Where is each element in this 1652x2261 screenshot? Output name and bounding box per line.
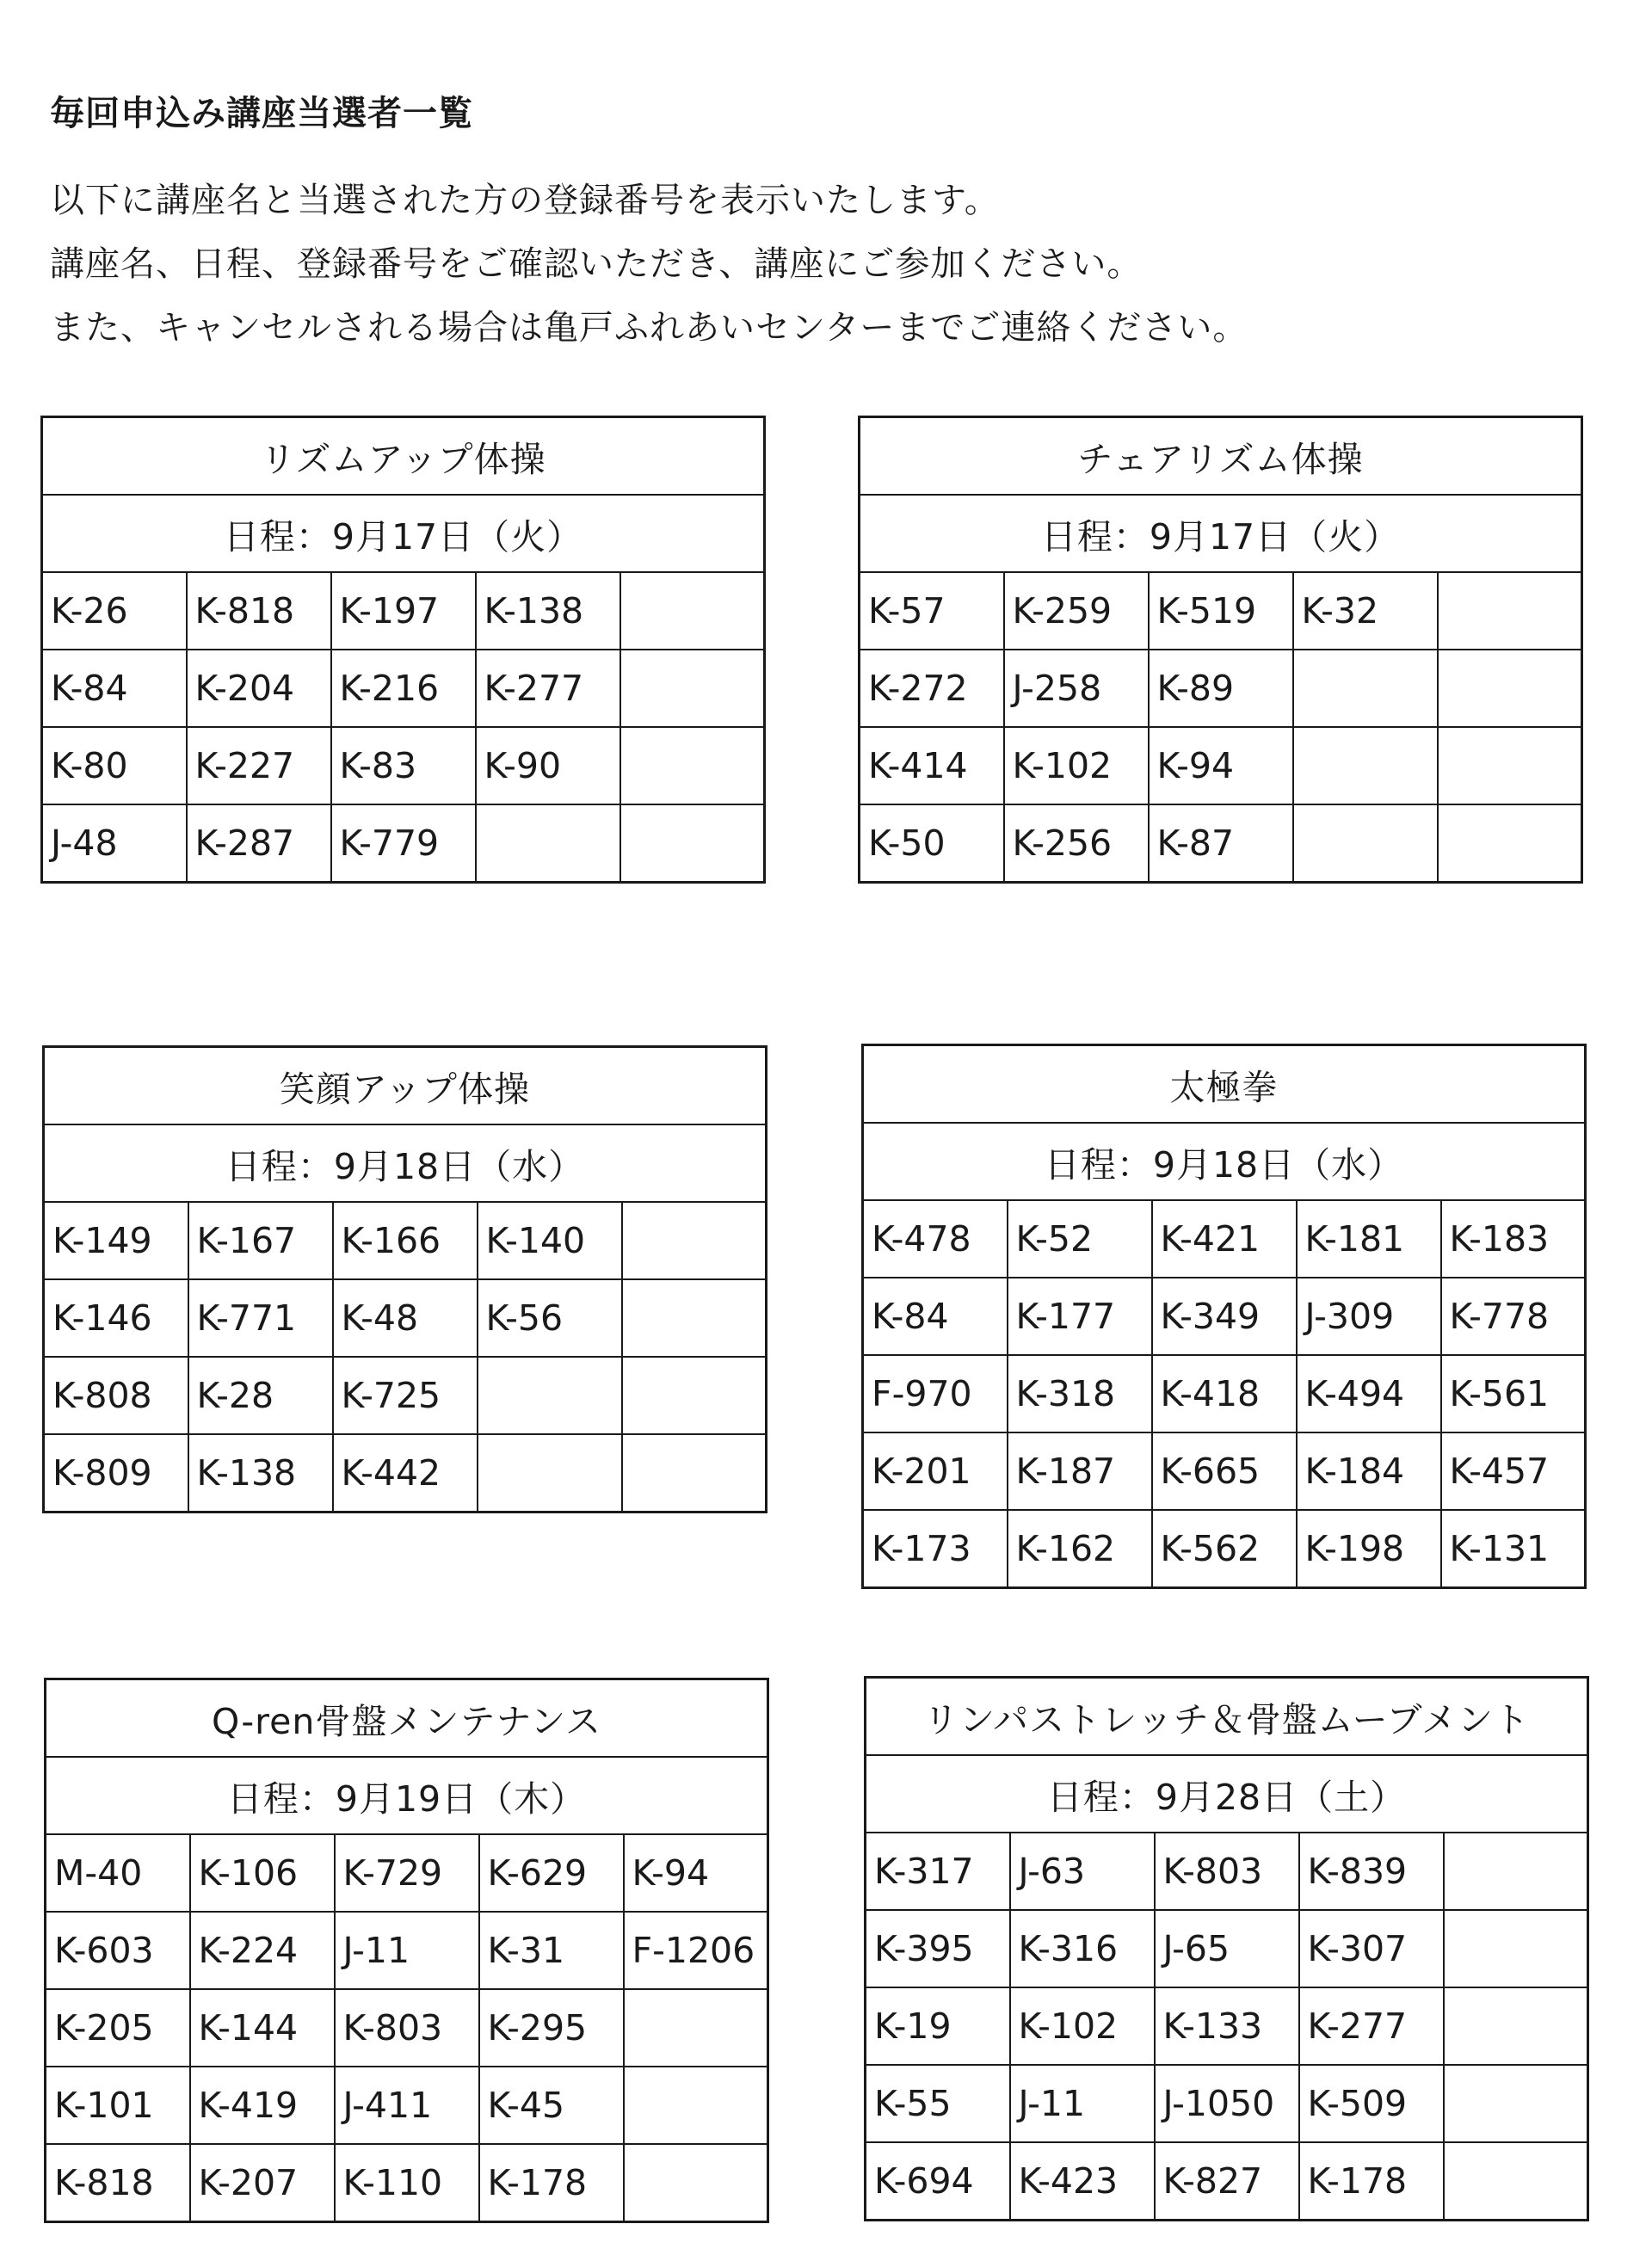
registration-number: K-144: [190, 1989, 335, 2067]
registration-number: K-778: [1441, 1278, 1586, 1355]
registration-number: K-694: [866, 2142, 1010, 2221]
table-row: [863, 1432, 1586, 1510]
table-row: [46, 2067, 768, 2144]
registration-number: K-167: [188, 1202, 333, 1279]
registration-number: [624, 2067, 768, 2144]
registration-number: K-216: [331, 650, 476, 727]
course-date: 日程：9月18日（水）: [863, 1123, 1586, 1200]
page-title: 毎回申込み講座当選者一覧: [50, 94, 473, 133]
registration-number: K-90: [476, 727, 620, 804]
registration-number: K-101: [46, 2067, 190, 2144]
registration-number: [1438, 804, 1582, 883]
registration-number: K-771: [188, 1279, 333, 1357]
registration-number: [1444, 1910, 1588, 1987]
registration-number: K-106: [190, 1834, 335, 1912]
registration-number: [1438, 572, 1582, 650]
intro-text: [50, 169, 1248, 360]
registration-number: K-457: [1441, 1432, 1586, 1510]
registration-number: K-166: [333, 1202, 478, 1279]
registration-number: [478, 1434, 622, 1512]
registration-number: K-187: [1008, 1432, 1152, 1510]
registration-number: K-259: [1004, 572, 1149, 650]
registration-number: [1438, 650, 1582, 727]
table-row: [860, 727, 1582, 804]
registration-number: K-423: [1010, 2142, 1155, 2221]
registration-number: F-970: [863, 1355, 1008, 1432]
registration-number: F-1206: [624, 1912, 768, 1989]
course-table-rhythm-up: [40, 416, 766, 884]
registration-number: K-19: [866, 1987, 1010, 2065]
registration-number: [620, 572, 765, 650]
registration-number: [1438, 727, 1582, 804]
registration-number: K-256: [1004, 804, 1149, 883]
table-row: [866, 1987, 1588, 2065]
intro-line: 講座名、日程、登録番号をご確認いただき、講座にご参加ください。: [50, 244, 1143, 284]
registration-number: K-494: [1297, 1355, 1441, 1432]
registration-number: J-411: [335, 2067, 479, 2144]
registration-number: K-80: [42, 727, 187, 804]
course-date: 日程：9月28日（土）: [866, 1755, 1588, 1833]
table-row: [42, 727, 765, 804]
registration-number: K-32: [1293, 572, 1438, 650]
registration-number: K-421: [1152, 1200, 1297, 1278]
registration-number: J-1050: [1155, 2065, 1299, 2142]
registration-number: K-603: [46, 1912, 190, 1989]
registration-number: K-45: [479, 2067, 624, 2144]
registration-number: J-258: [1004, 650, 1149, 727]
registration-number: K-102: [1004, 727, 1149, 804]
table-row: [860, 650, 1582, 727]
registration-number: K-307: [1299, 1910, 1444, 1987]
table-row: [863, 1510, 1586, 1588]
registration-number: J-11: [1010, 2065, 1155, 2142]
registration-number: [1444, 1987, 1588, 2065]
registration-number: K-205: [46, 1989, 190, 2067]
course-name: 太極拳: [863, 1045, 1586, 1124]
table-row: [866, 2142, 1588, 2221]
registration-number: [624, 2144, 768, 2222]
registration-number: K-207: [190, 2144, 335, 2222]
registration-number: K-395: [866, 1910, 1010, 1987]
registration-number: K-138: [476, 572, 620, 650]
table-row: [863, 1200, 1586, 1278]
registration-number: K-349: [1152, 1278, 1297, 1355]
table-row: [46, 2144, 768, 2222]
registration-number: K-779: [331, 804, 476, 883]
registration-number: [622, 1434, 767, 1512]
table-row: [866, 2065, 1588, 2142]
registration-number: K-50: [860, 804, 1004, 883]
registration-number: K-177: [1008, 1278, 1152, 1355]
registration-number: K-227: [187, 727, 331, 804]
registration-number: K-178: [1299, 2142, 1444, 2221]
registration-number: K-509: [1299, 2065, 1444, 2142]
registration-number: K-48: [333, 1279, 478, 1357]
registration-number: K-94: [1149, 727, 1293, 804]
course-name: リズムアップ体操: [42, 417, 765, 496]
registration-number: K-478: [863, 1200, 1008, 1278]
registration-number: J-65: [1155, 1910, 1299, 1987]
intro-line: また、キャンセルされる場合は亀戸ふれあいセンターまでご連絡ください。: [50, 308, 1248, 348]
registration-number: K-419: [190, 2067, 335, 2144]
registration-number: [620, 650, 765, 727]
registration-number: K-839: [1299, 1833, 1444, 1910]
table-row: [44, 1279, 767, 1357]
registration-number: K-729: [335, 1834, 479, 1912]
registration-number: K-803: [1155, 1833, 1299, 1910]
registration-number: [476, 804, 620, 883]
course-date: 日程：9月18日（水）: [44, 1124, 767, 1202]
course-name: リンパストレッチ＆骨盤ムーブメント: [866, 1678, 1588, 1756]
registration-number: J-309: [1297, 1278, 1441, 1355]
registration-number: K-224: [190, 1912, 335, 1989]
registration-number: J-48: [42, 804, 187, 883]
registration-number: K-197: [331, 572, 476, 650]
registration-number: J-63: [1010, 1833, 1155, 1910]
registration-number: K-31: [479, 1912, 624, 1989]
registration-number: [624, 1989, 768, 2067]
registration-number: K-146: [44, 1279, 188, 1357]
course-name: チェアリズム体操: [860, 417, 1582, 496]
table-row: [863, 1355, 1586, 1432]
registration-number: K-52: [1008, 1200, 1152, 1278]
registration-number: K-561: [1441, 1355, 1586, 1432]
registration-number: K-181: [1297, 1200, 1441, 1278]
registration-number: K-519: [1149, 572, 1293, 650]
registration-number: [620, 727, 765, 804]
registration-number: M-40: [46, 1834, 190, 1912]
registration-number: K-808: [44, 1357, 188, 1434]
registration-number: J-11: [335, 1912, 479, 1989]
registration-number: K-162: [1008, 1510, 1152, 1588]
registration-number: K-414: [860, 727, 1004, 804]
registration-number: K-140: [478, 1202, 622, 1279]
registration-number: K-83: [331, 727, 476, 804]
registration-number: K-317: [866, 1833, 1010, 1910]
table-row: [860, 572, 1582, 650]
registration-number: K-295: [479, 1989, 624, 2067]
registration-number: K-287: [187, 804, 331, 883]
registration-number: K-110: [335, 2144, 479, 2222]
table-row: [866, 1910, 1588, 1987]
registration-number: K-26: [42, 572, 187, 650]
registration-number: K-55: [866, 2065, 1010, 2142]
table-row: [42, 804, 765, 883]
registration-number: K-277: [476, 650, 620, 727]
registration-number: K-204: [187, 650, 331, 727]
registration-number: K-84: [42, 650, 187, 727]
registration-number: K-418: [1152, 1355, 1297, 1432]
registration-number: K-173: [863, 1510, 1008, 1588]
table-row: [46, 1834, 768, 1912]
course-name: Q-ren骨盤メンテナンス: [46, 1679, 768, 1758]
course-date: 日程：9月17日（火）: [42, 495, 765, 572]
registration-number: [1444, 2065, 1588, 2142]
registration-number: K-725: [333, 1357, 478, 1434]
registration-number: K-827: [1155, 2142, 1299, 2221]
table-row: [866, 1833, 1588, 1910]
registration-number: K-57: [860, 572, 1004, 650]
table-row: [46, 1912, 768, 1989]
course-table-q-ren-pelvis: [44, 1678, 769, 2223]
registration-number: K-138: [188, 1434, 333, 1512]
registration-number: K-28: [188, 1357, 333, 1434]
registration-number: K-272: [860, 650, 1004, 727]
registration-number: [1293, 727, 1438, 804]
intro-line: 以下に講座名と当選された方の登録番号を表示いたします。: [50, 181, 1000, 220]
course-date: 日程：9月19日（木）: [46, 1757, 768, 1834]
registration-number: K-277: [1299, 1987, 1444, 2065]
course-table-lymph-stretch: [864, 1676, 1589, 2221]
registration-number: K-131: [1441, 1510, 1586, 1588]
registration-number: [1293, 804, 1438, 883]
registration-number: [622, 1279, 767, 1357]
registration-number: K-442: [333, 1434, 478, 1512]
registration-number: K-94: [624, 1834, 768, 1912]
registration-number: K-198: [1297, 1510, 1441, 1588]
table-row: [863, 1278, 1586, 1355]
registration-number: [622, 1357, 767, 1434]
table-row: [46, 1989, 768, 2067]
course-name: 笑顔アップ体操: [44, 1047, 767, 1125]
course-table-tai-chi: [861, 1044, 1587, 1589]
registration-number: [478, 1357, 622, 1434]
registration-number: K-183: [1441, 1200, 1586, 1278]
registration-number: K-316: [1010, 1910, 1155, 1987]
registration-number: K-665: [1152, 1432, 1297, 1510]
course-table-chair-rhythm: [858, 416, 1583, 884]
table-row: [860, 804, 1582, 883]
registration-number: K-818: [46, 2144, 190, 2222]
registration-number: [620, 804, 765, 883]
registration-number: K-201: [863, 1432, 1008, 1510]
registration-number: K-629: [479, 1834, 624, 1912]
registration-number: [622, 1202, 767, 1279]
registration-number: [1293, 650, 1438, 727]
table-row: [42, 650, 765, 727]
table-row: [42, 572, 765, 650]
registration-number: K-184: [1297, 1432, 1441, 1510]
registration-number: K-818: [187, 572, 331, 650]
registration-number: K-562: [1152, 1510, 1297, 1588]
course-table-smile-up: [42, 1045, 767, 1513]
registration-number: K-89: [1149, 650, 1293, 727]
table-row: [44, 1357, 767, 1434]
table-row: [44, 1434, 767, 1512]
course-date: 日程：9月17日（火）: [860, 495, 1582, 572]
registration-number: K-149: [44, 1202, 188, 1279]
registration-number: K-803: [335, 1989, 479, 2067]
registration-number: K-56: [478, 1279, 622, 1357]
registration-number: K-809: [44, 1434, 188, 1512]
registration-number: K-318: [1008, 1355, 1152, 1432]
registration-number: K-84: [863, 1278, 1008, 1355]
registration-number: K-87: [1149, 804, 1293, 883]
registration-number: K-178: [479, 2144, 624, 2222]
registration-number: K-133: [1155, 1987, 1299, 2065]
table-row: [44, 1202, 767, 1279]
registration-number: [1444, 1833, 1588, 1910]
registration-number: K-102: [1010, 1987, 1155, 2065]
registration-number: [1444, 2142, 1588, 2221]
